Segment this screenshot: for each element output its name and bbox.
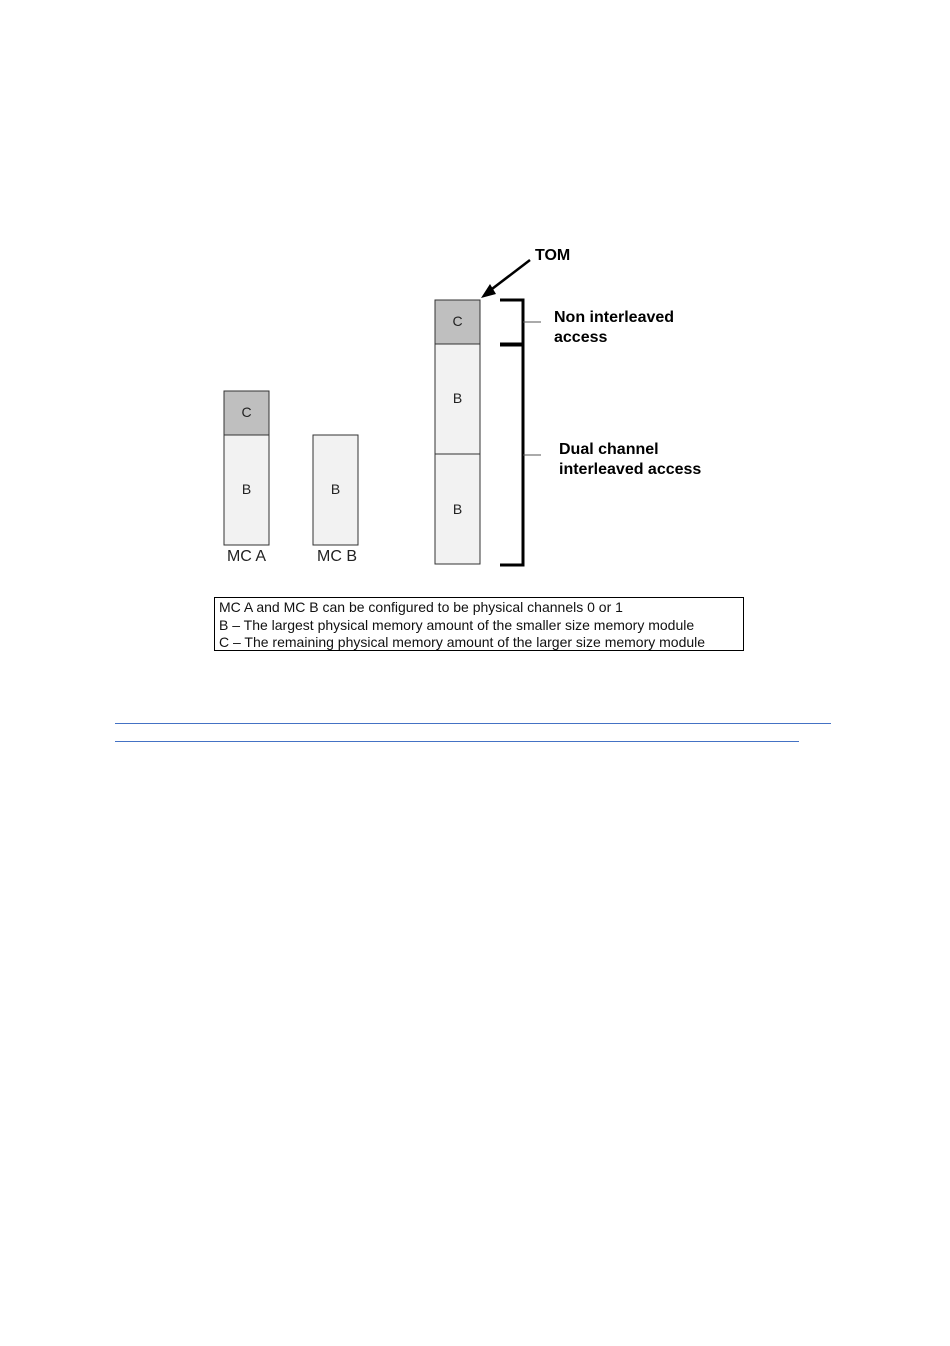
tom-arrow-line [488,260,530,292]
separator-rule-top [115,723,831,724]
dual-channel-label-line-2: interleaved access [559,461,702,478]
combined-memory-map [435,300,480,564]
legend-line-channels: MC A and MC B can be configured to be physical channels 0 or 1 [219,599,623,615]
tom-pointer [481,247,570,298]
non-interleaved-bracket [500,300,674,346]
dual-channel-label-line-1: Dual channel [559,441,659,458]
mc-b-label: MC B [317,548,357,565]
dual-channel-bracket [500,345,701,565]
mc-a-block-c-label: C [241,404,252,420]
separator-rule-bottom [115,741,799,742]
mc-b-block-b-label: B [330,481,341,497]
mc-b-module [313,435,358,565]
legend-line-b-definition: B – The largest physical memory amount of the smaller size memory module [219,616,695,633]
mc-a-label: MC A [226,548,267,565]
combined-block-b-upper-label: B [452,390,463,406]
legend-box [214,597,744,651]
legend-line-c-definition: C – The remaining physical memory amount of the larger size memory module [219,634,706,650]
non-interleaved-label-line-1: Non interleaved [554,309,675,326]
mc-a-module [224,391,269,565]
non-interleaved-label-line-2: access [554,329,608,346]
mc-a-block-b-label: B [241,481,252,497]
combined-block-c-label: C [452,313,463,329]
tom-label: TOM [535,247,571,264]
non-interleaved-bracket-shape [500,300,523,344]
combined-block-b-lower-label: B [452,501,463,517]
dual-channel-bracket-shape [500,345,523,565]
